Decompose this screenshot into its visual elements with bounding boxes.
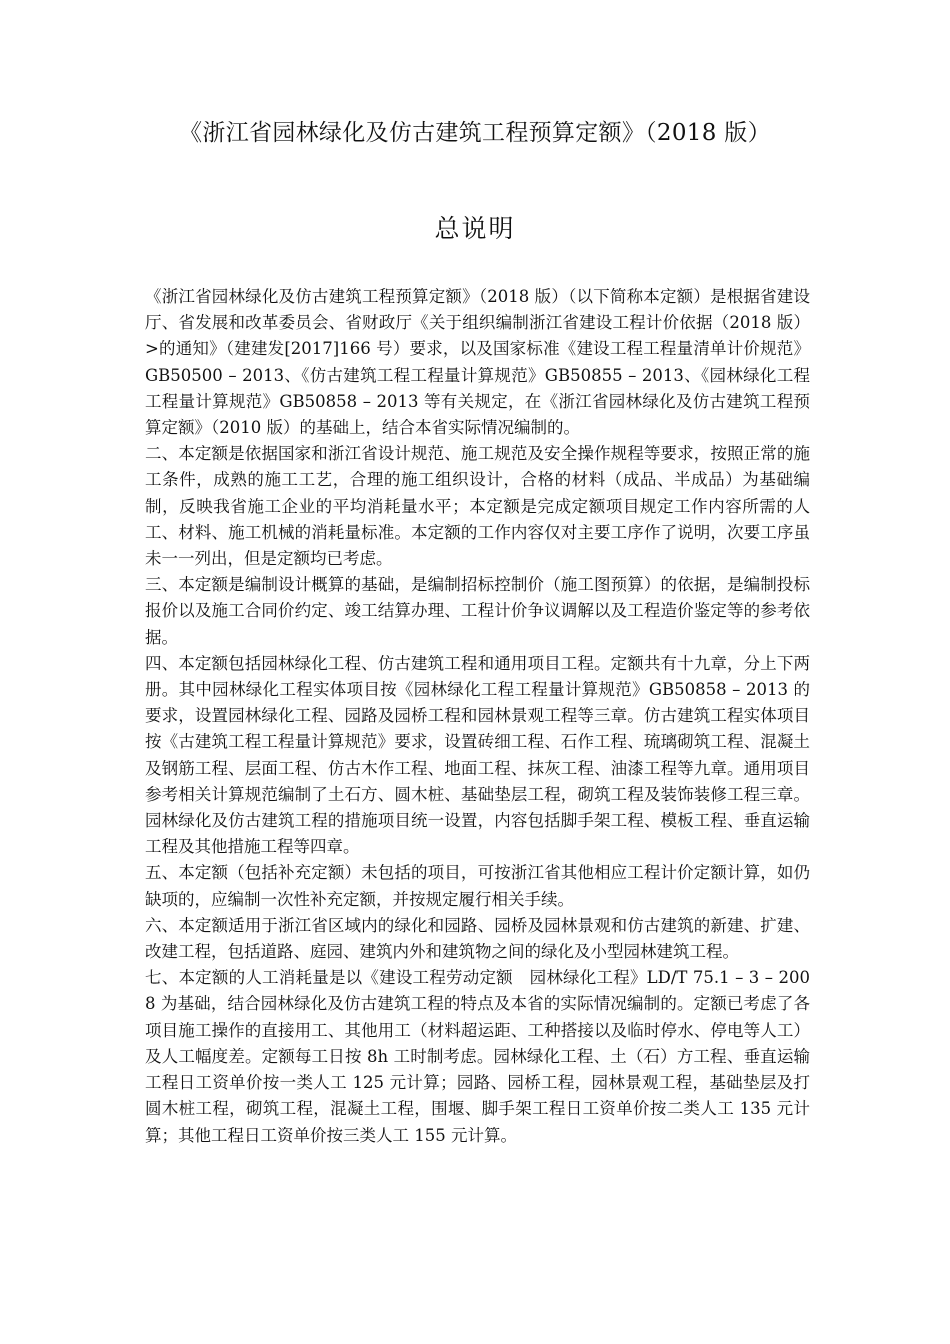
paragraph-5: 五、本定额（包括补充定额）未包括的项目，可按浙江省其他相应工程计价定额计算，如仍缺项的，应编制一次性补充定额，并按规定履行相关手续。: [145, 863, 810, 909]
paragraph-intro: 《浙江省园林绿化及仿古建筑工程预算定额》（2018 版）（以下简称本定额）是根据省建设厅、省发展和改革委员会、省财政厅《关于组织编制浙江省建设工程计价依据（2018 版）>的通知》（建建发[2017]166 号）要求，以及国家标准《建设工程工程量清单计价规范》GB50500 – 2013、《仿古建筑工程工程量计算规范》GB50855 – 2013、《园林绿化工程工程量计算规范》GB50858 – 2013 等有关规定，在《浙江省园林绿化及仿古建筑工程预算定额》（2010 版）的基础上，结合本省实际情况编制的。: [145, 287, 810, 438]
document-title: 《浙江省园林绿化及仿古建筑工程预算定额》（2018 版）: [179, 120, 771, 146]
paragraph-3: 三、本定额是编制设计概算的基础，是编制招标控制价（施工图预算）的依据，是编制投标报价以及施工合同价约定、竣工结算办理、工程计价争议调解以及工程造价鉴定等的参考依据。: [145, 575, 810, 647]
section-heading: 总说明: [434, 214, 516, 243]
paragraph-2: 二、本定额是依据国家和浙江省设计规范、施工规范及安全操作规程等要求，按照正常的施工条件，成熟的施工工艺，合理的施工组织设计，合格的材料（成品、半成品）为基础编制，反映我省施工企业的平均消耗量水平；本定额是完成定额项目规定工作内容所需的人工、材料、施工机械的消耗量标准。本定额的工作内容仅对主要工序作了说明，次要工序虽未一一列出，但是定额均已考虑。: [145, 444, 810, 569]
paragraph-4: 四、本定额包括园林绿化工程、仿古建筑工程和通用项目工程。定额共有十九章，分上下两册。其中园林绿化工程实体项目按《园林绿化工程工程量计算规范》GB50858 – 2013 的要求，设置园林绿化工程、园路及园桥工程和园林景观工程等三章。仿古建筑工程实体项目按《古建筑工程工程量计算规范》要求，设置砖细工程、石作工程、琉璃砌筑工程、混凝土及钢筋工程、层面工程、仿古木作工程、地面工程、抹灰工程、油漆工程等九章。通用项目参考相关计算规范编制了土石方、圆木桩、基础垫层工程，砌筑工程及装饰装修工程三章。园林绿化及仿古建筑工程的措施项目统一设置，内容包括脚手架工程、模板工程、垂直运输工程及其他措施工程等四章。: [145, 653, 810, 857]
paragraph-6: 六、本定额适用于浙江省区域内的绿化和园路、园桥及园林景观和仿古建筑的新建、扩建、改建工程，包括道路、庭园、建筑内外和建筑物之间的绿化及小型园林建筑工程。: [145, 915, 810, 962]
body-text: [145, 284, 810, 1149]
paragraph-7: 七、本定额的人工消耗量是以《建设工程劳动定额 园林绿化工程》LD/T 75.1 – 3 – 2008 为基础，结合园林绿化及仿古建筑工程的特点及本省的实际情况编制的。定额已考虑了各项目施工操作的直接用工、其他用工（材料超运距、工种搭接以及临时停水、停电等人工）及人工幅度差。定额每工日按 8h 工时制考虑。园林绿化工程、土（石）方工程、垂直运输工程日工资单价按一类人工 125 元计算；园路、园桥工程，园林景观工程，基础垫层及打圆木桩工程，砌筑工程，混凝土工程，围堰、脚手架工程日工资单价按二类人工 135 元计算；其他工程日工资单价按三类人工 155 元计算。: [145, 968, 810, 1145]
